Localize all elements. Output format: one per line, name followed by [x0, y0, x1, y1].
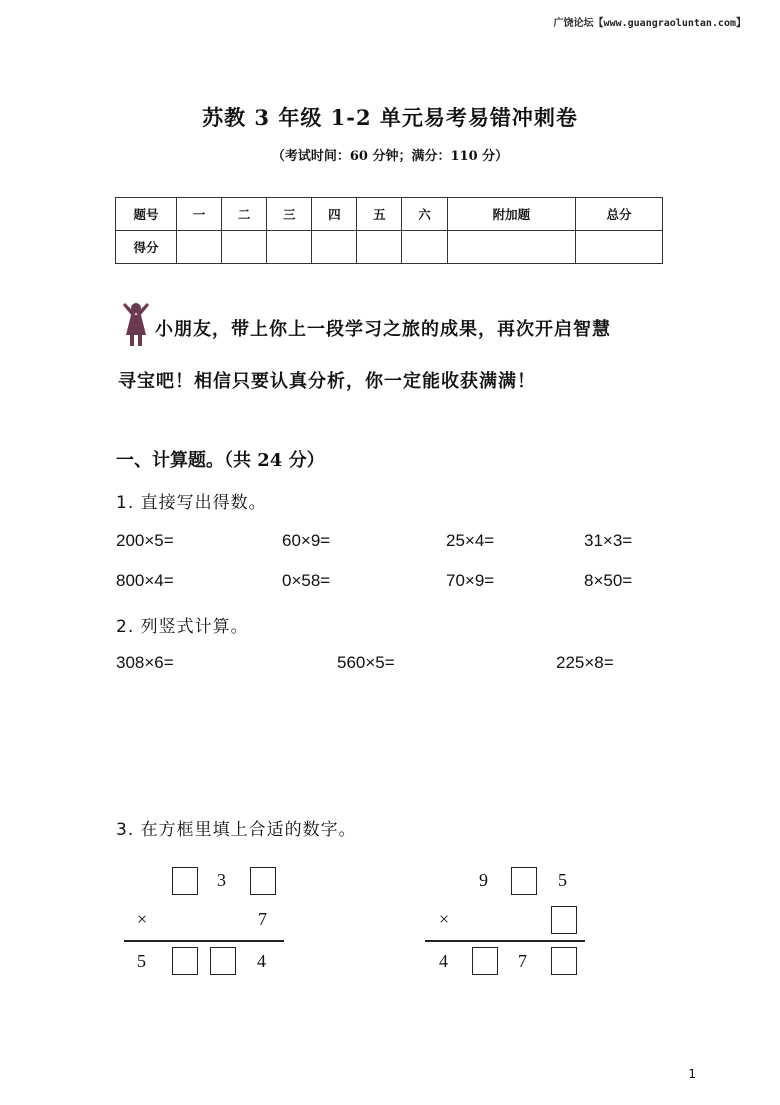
score-cell[interactable]: [447, 231, 576, 264]
table-header-cell: 附加题: [447, 198, 576, 231]
oral-problem: 60×9=: [282, 531, 331, 550]
blank-box[interactable]: [551, 906, 577, 934]
page-title: 苏教 3 年级 1-2 单元易考易错冲刺卷: [202, 105, 578, 130]
digit: 5: [558, 870, 567, 890]
intro-line-1: 小朋友，带上你上一段学习之旅的成果，再次开启智慧: [155, 319, 611, 340]
oral-problem: 200×5=: [116, 531, 174, 550]
exam-info: （考试时间：60 分钟；满分：110 分）: [271, 149, 509, 164]
blank-box[interactable]: [172, 947, 198, 975]
page-number: 1: [688, 1067, 696, 1081]
oral-problem: 800×4=: [116, 571, 174, 590]
watermark: 广饶论坛【www.guangraoluntan.com】: [553, 18, 746, 29]
underline: [124, 940, 284, 942]
oral-problem: 31×3=: [584, 531, 633, 550]
score-table-header-row: [116, 198, 663, 231]
multiply-sign: ×: [137, 909, 148, 929]
digit: 4: [257, 951, 266, 971]
digit: 7: [518, 951, 527, 971]
question-3-label: 3. 在方框里填上合适的数字。: [116, 820, 357, 840]
blank-box[interactable]: [551, 947, 577, 975]
digit: 9: [479, 870, 488, 890]
table-header-cell: 总分: [576, 198, 663, 231]
table-header-cell: 二: [222, 198, 267, 231]
digit: 7: [258, 909, 267, 929]
vertical-calc-problem: 225×8=: [556, 653, 614, 672]
question-1-label: 1. 直接写出得数。: [116, 493, 267, 513]
digit: 3: [217, 870, 226, 890]
score-cell[interactable]: [267, 231, 312, 264]
blank-box[interactable]: [172, 867, 198, 895]
multiply-sign: ×: [439, 909, 450, 929]
oral-problem: 0×58=: [282, 571, 331, 590]
table-header-cell: 四: [312, 198, 357, 231]
section-heading: 一、计算题。（共 24 分）: [116, 450, 325, 471]
score-row-label: 得分: [116, 231, 177, 264]
score-cell[interactable]: [357, 231, 402, 264]
blank-box[interactable]: [250, 867, 276, 895]
underline: [425, 940, 585, 942]
oral-problem: 8×50=: [584, 571, 633, 590]
girl-icon: [119, 301, 153, 347]
score-cell[interactable]: [177, 231, 222, 264]
score-cell[interactable]: [576, 231, 663, 264]
digit: 5: [137, 951, 146, 971]
blank-box[interactable]: [511, 867, 537, 895]
blank-box[interactable]: [472, 947, 498, 975]
blank-box[interactable]: [210, 947, 236, 975]
table-header-cell: 一: [177, 198, 222, 231]
score-cell[interactable]: [312, 231, 357, 264]
intro-line-2: 寻宝吧！相信只要认真分析，你一定能收获满满！: [118, 371, 536, 392]
score-cell[interactable]: [222, 231, 267, 264]
score-table-score-row: [116, 231, 663, 264]
table-header-cell: 三: [267, 198, 312, 231]
oral-problem: 70×9=: [446, 571, 495, 590]
table-header-cell: 六: [402, 198, 447, 231]
digit: 4: [439, 951, 448, 971]
score-table: [115, 197, 663, 264]
vertical-calc-problem: 560×5=: [337, 653, 395, 672]
vertical-calc-problem: 308×6=: [116, 653, 174, 672]
score-cell[interactable]: [402, 231, 447, 264]
table-header-cell: 五: [357, 198, 402, 231]
question-2-label: 2. 列竖式计算。: [116, 617, 249, 637]
table-header-cell: 题号: [116, 198, 177, 231]
oral-problem: 25×4=: [446, 531, 495, 550]
